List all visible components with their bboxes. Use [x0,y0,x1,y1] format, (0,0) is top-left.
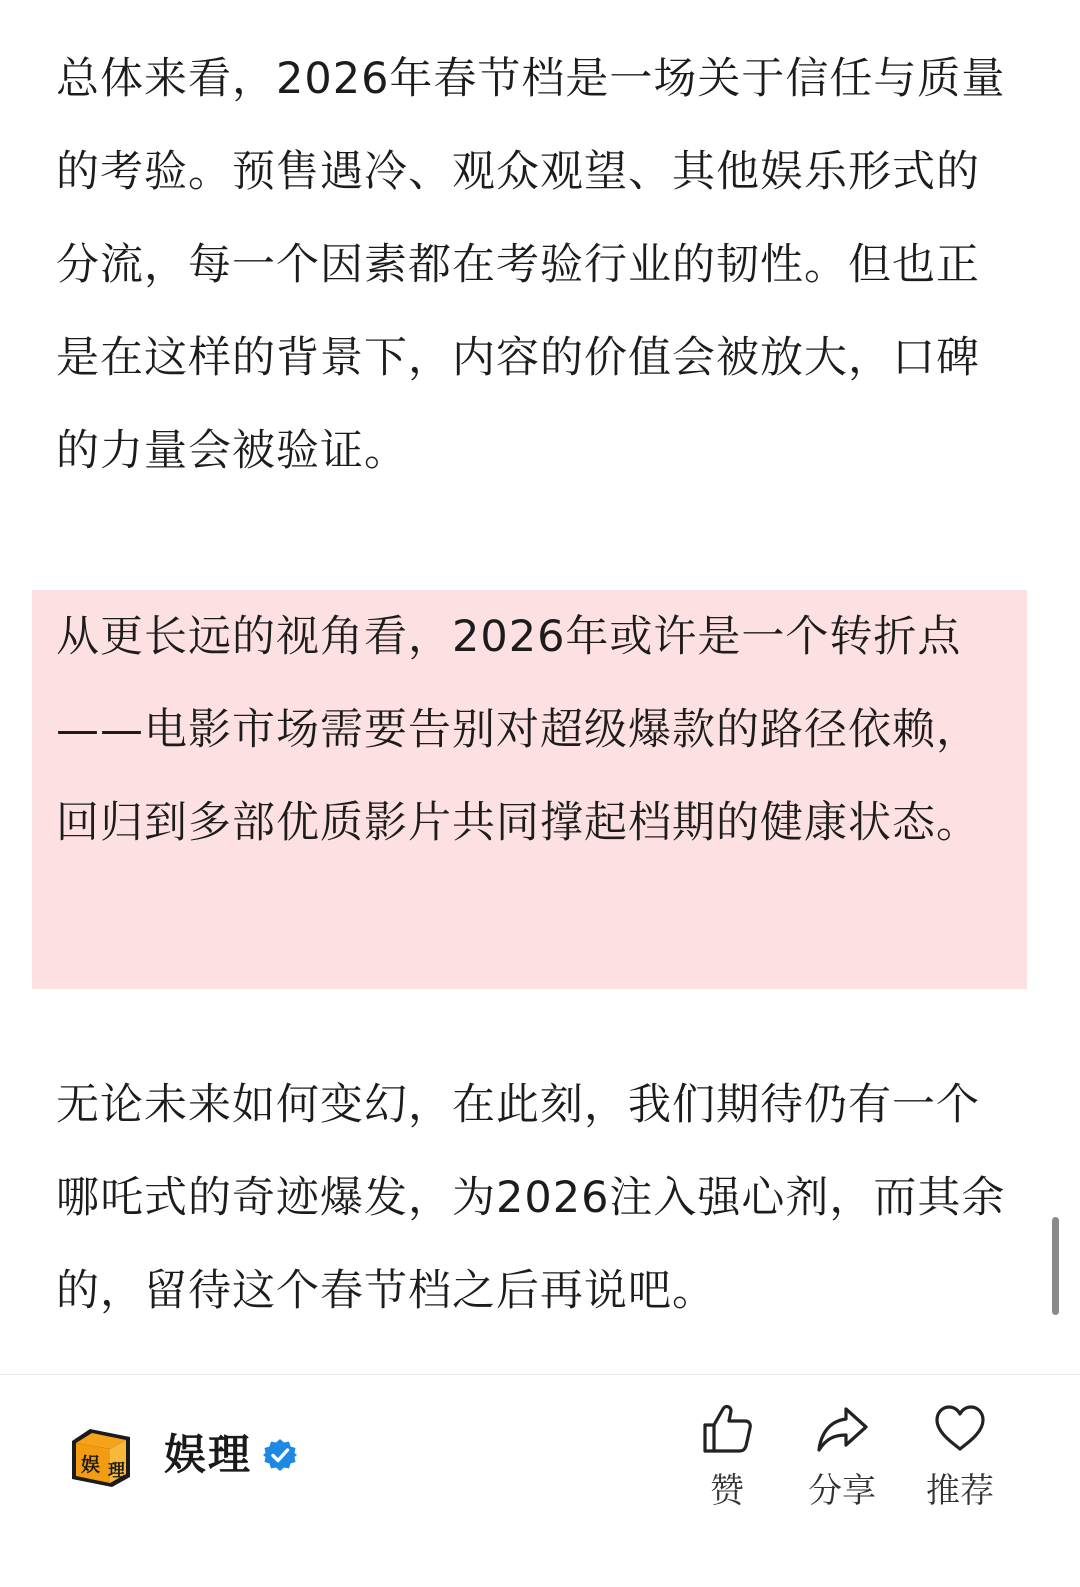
scrollbar-thumb[interactable] [1052,1217,1059,1315]
recommend-button[interactable] [905,1401,1015,1521]
author-name[interactable]: 娱理 [164,1430,253,1479]
share-button[interactable] [787,1401,897,1521]
heart-icon [905,1401,1015,1457]
avatar-char-1: 娱 [81,1454,101,1476]
avatar-char-2: 理 [108,1461,125,1481]
thumbs-up-icon [672,1401,782,1457]
like-label: 赞 [710,1471,744,1511]
like-button[interactable] [672,1401,782,1521]
share-arrow-icon [787,1401,897,1457]
verified-badge-icon [262,1437,298,1473]
author-avatar[interactable] [70,1427,132,1489]
bottom-action-bar [0,1374,1080,1587]
paragraph-1: 总体来看，2026年春节档是一场关于信任与质量的考验。预售遇冷、观众观望、其他娱乐形式的分流，每一个因素都在考验行业的韧性。但也正是在这样的背景下，内容的价值会被放大，口碑的力量会被验证。 [56,54,1006,476]
recommend-label: 推荐 [926,1471,994,1511]
paragraph-3: 无论未来如何变幻，在此刻，我们期待仍有一个哪吒式的奇迹爆发，为2026注入强心剂，而其余的，留待这个春节档之后再说吧。 [56,1080,1006,1316]
paragraph-highlighted: 从更长远的视角看，2026年或许是一个转折点——电影市场需要告别对超级爆款的路径依赖，回归到多部优质影片共同撑起档期的健康状态。 [56,612,980,848]
avatar-logo-icon [70,1427,132,1489]
share-label: 分享 [808,1471,876,1511]
